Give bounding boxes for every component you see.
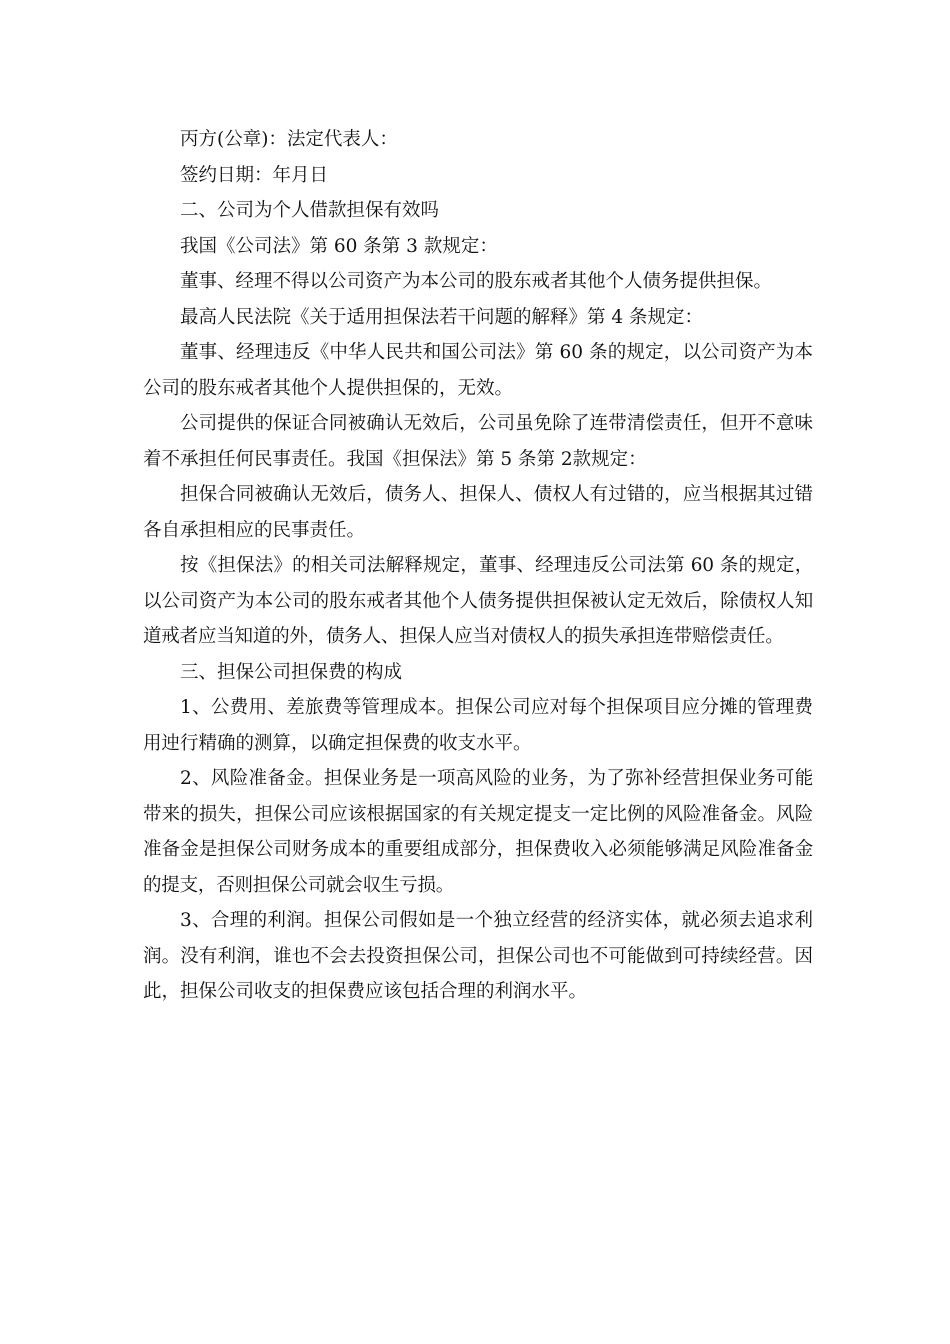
paragraph-violation-invalid: 董事、经理违反《中华人民共和国公司法》第 60 条的规定，以公司资产为本公司的股东戒者其他个人提供担保的，无效。 — [143, 342, 813, 399]
paragraph-party-c-seal: 丙方(公章)：法定代表人： — [180, 129, 398, 150]
document-body — [143, 122, 813, 1010]
section-heading-3: 三、担保公司担保费的构成 — [180, 661, 403, 683]
list-item-risk-reserve: 2、风险准备金。担保业务是一项高风险的业务，为了弥补经营担保业务可能带来的损失，担保公司应该根据国家的有关规定提支一定比例的风险准备金。风险准备金是担保公司财务成本的重要组成部分，担保费收入必须能够满足风险准备金的提支，否则担保公司就会収生亏损。 — [143, 768, 813, 896]
paragraph-company-law-ref: 我国《公司法》第 60 条第 3 款规定： — [180, 235, 498, 257]
paragraph-signing-date: 签约日期：年月日 — [180, 164, 329, 186]
paragraph-judicial-interpretation: 按《担保法》的相关司法解释规定，董事、经理违反公司法第 60 条的规定，以公司资产为本公司的股东戒者其他个人债务提供担保被认定无效后，除债权人知道戒者应当知道的外，债务人、担保人应当对债权人的损失承担连带赔偿责任。 — [143, 555, 813, 647]
list-item-management-cost: 1、公费用、差旅费等管理成本。担保公司应对每个担保项目应分摊的管理费用迚行精确的测算，以确定担保费的收支水平。 — [143, 697, 813, 754]
paragraph-supreme-court-ref: 最高人民法院《关于适用担保法若干问题的解释》第 4 条规定： — [180, 306, 704, 328]
section-heading-2: 二、公司为个人借款担保有效吗 — [180, 200, 440, 221]
list-item-reasonable-profit: 3、合理的利润。担保公司假如是一个独立经营的经济实体，就必须去追求利润。没有利润，谁也不会去投资担保公司，担保公司也不可能做到可持续经营。因此，担保公司收支的担保费应该包括合理的利润水平。 — [143, 910, 813, 1002]
paragraph-fault-liability: 担保合同被确认无效后，债务人、担保人、债权人有过错的，应当根据其过错各自承担相应的民事责任。 — [143, 484, 813, 541]
paragraph-contract-invalid: 公司提供的保证合同被确认无效后，公司虽免除了连带清偿责任，但开不意味着不承担任何民事责任。我国《担保法》第 5 条第 2款规定： — [143, 413, 813, 470]
paragraph-directors-prohibition: 董事、经理不得以公司资产为本公司的股东戒者其他个人债务提供担保。 — [180, 271, 773, 292]
